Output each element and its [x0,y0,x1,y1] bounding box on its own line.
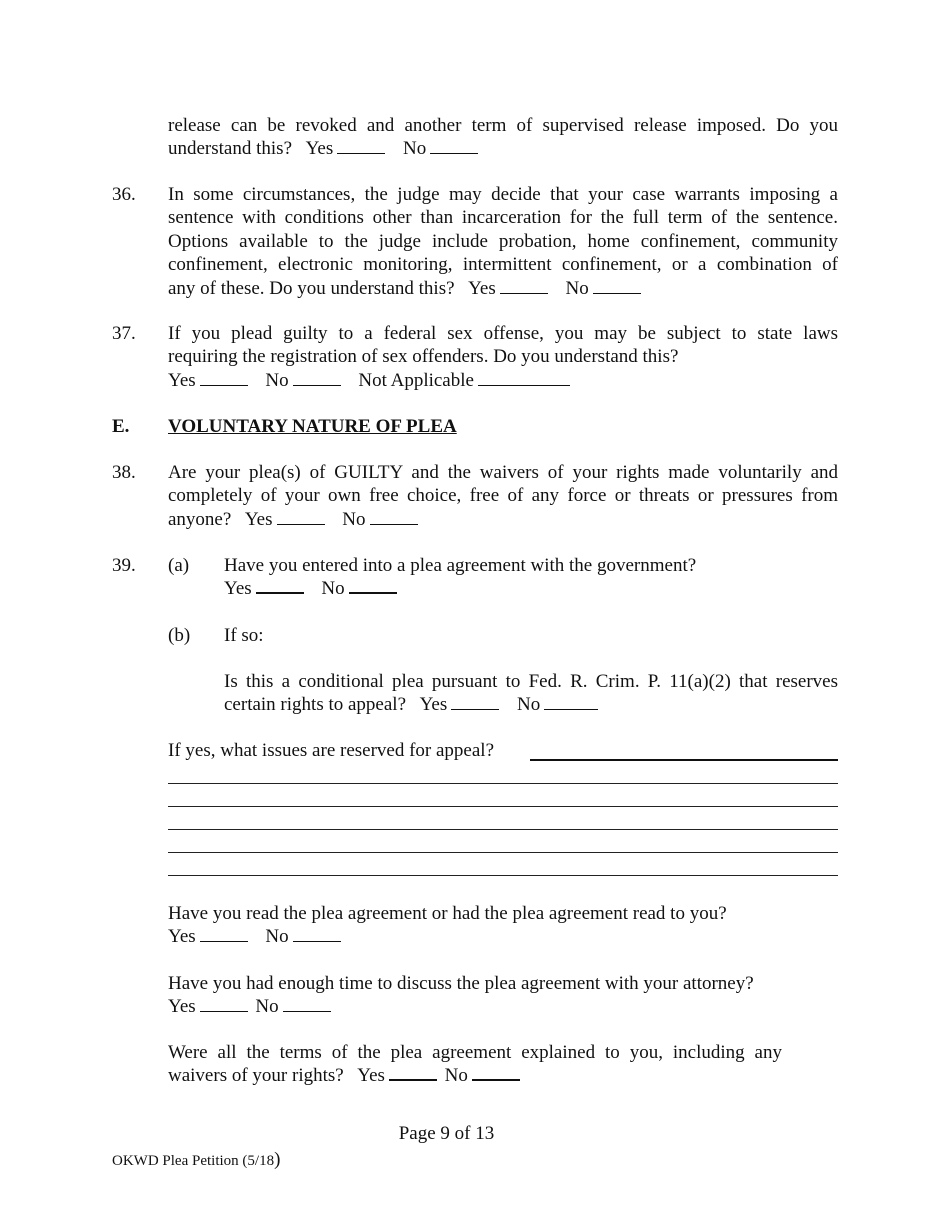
q39-read-agreement [168,902,838,949]
q37-yes-blank[interactable] [200,384,248,386]
q36-line-3: Options available to the judge include probation, home confinement, community [168,230,838,252]
question-38-number: 38. [112,462,136,483]
appeal-issues-line-1[interactable] [168,783,838,784]
q39-conditional-no-blank[interactable] [544,708,598,710]
q39-a-no-label: No [321,578,345,600]
q35-no-label: No [402,138,427,160]
q39-conditional-yes-blank[interactable] [451,708,499,710]
q39-read-question: Have you read the plea agreement or had the plea agreement read to you? [168,903,727,924]
q39-read-no-label: No [265,926,289,948]
q37-line-1: If you plead guilty to a federal sex offense, you may be subject to state laws [168,323,838,344]
form-identifier [112,1148,280,1173]
q36-line-1: In some circumstances, the judge may decide that your case warrants imposing a [168,184,838,205]
q37-no-blank[interactable] [293,384,341,386]
q39-conditional-no-label: No [516,694,541,716]
q39-time-discuss [168,972,838,1019]
q39-read-yes-blank[interactable] [200,940,248,942]
q39-terms-line-2: waivers of your rights? [168,1065,344,1087]
appeal-issues-line-5[interactable] [168,875,838,876]
q39-terms-no-blank[interactable] [472,1078,520,1081]
page-number: Page 9 of 13 [398,1123,495,1144]
q35-line-2: understand this? [168,138,293,160]
q39-a-label: (a) [168,555,190,576]
q39-read-yes-label: Yes [168,926,196,948]
question-36 [168,183,838,300]
q37-yes-label: Yes [168,369,196,391]
question-36-number: 36. [112,184,136,205]
appeal-issues-line-3[interactable] [168,829,838,830]
q39-terms-yes-blank[interactable] [389,1078,437,1081]
q39-a-yes-label: Yes [224,578,252,600]
q39-appeal-question: If yes, what issues are reserved for appeal? [168,740,495,761]
form-id-text: OKWD Plea Petition (5/18 [112,1153,275,1169]
q37-not-applicable-label: Not Applicable [358,369,474,391]
q36-yes-label: Yes [468,277,496,299]
question-38 [168,461,838,531]
q36-no-label: No [565,277,589,299]
q39-read-no-blank[interactable] [293,940,341,942]
q39-time-question: Have you had enough time to discuss the plea agreement with your attorney? [168,973,754,994]
q35-yes-label: Yes [305,138,334,160]
q35-line-1: release can be revoked and another term of supervised release imposed. Do you [168,115,838,136]
q39-time-yes-blank[interactable] [200,1010,248,1012]
q39-conditional-yes-label: Yes [419,694,448,716]
q39-time-yes-label: Yes [168,996,196,1018]
q39-terms-yes-label: Yes [357,1065,385,1087]
q35-no-blank[interactable] [430,152,478,154]
q39-a-no-blank[interactable] [349,591,397,594]
q37-not-applicable-blank[interactable] [478,384,570,386]
q38-no-blank[interactable] [370,523,418,525]
q39-time-no-label: No [255,996,279,1018]
q39-terms-line-1: Were all the terms of the plea agreement explained to you, including any [168,1042,782,1063]
q35-yes-blank[interactable] [337,152,385,154]
question-35-continuation [168,114,838,161]
q39-b-label: (b) [168,625,191,646]
q36-line-5: any of these. Do you understand this? [168,277,455,299]
section-e-title: VOLUNTARY NATURE OF PLEA [168,416,457,437]
appeal-issues-line-4[interactable] [168,852,838,853]
q39-conditional-plea [224,670,838,717]
q36-line-2: sentence with conditions other than incarceration for the full term of the sentence. [168,207,838,229]
q39-conditional-line-2: certain rights to appeal? [224,694,407,716]
q39-a-text: Have you entered into a plea agreement with the government? [224,555,697,576]
q38-yes-label: Yes [244,508,273,530]
q37-line-2: requiring the registration of sex offenders. Do you understand this? [168,346,679,368]
appeal-issues-line-2[interactable] [168,806,838,807]
section-e-code: E. [112,416,130,437]
q39-conditional-line-1: Is this a conditional plea pursuant to Fed. R. Crim. P. 11(a)(2) that reserves [224,671,838,692]
q38-line-1: Are your plea(s) of GUILTY and the waivers of your rights made voluntarily and [168,462,838,483]
q39-b-text: If so: [224,625,264,646]
q39-a [224,554,838,601]
q38-no-label: No [342,508,366,530]
q36-line-4: confinement, electronic monitoring, intermittent confinement, or a combination of [168,254,838,276]
q39-a-yes-blank[interactable] [256,591,304,594]
q36-yes-blank[interactable] [500,292,548,294]
q38-yes-blank[interactable] [277,523,325,525]
q39-time-no-blank[interactable] [283,1010,331,1012]
question-37-number: 37. [112,323,136,344]
q36-no-blank[interactable] [593,292,641,294]
question-39-number: 39. [112,555,136,576]
form-id-paren: ) [274,1149,281,1170]
q38-line-3: anyone? [168,508,232,530]
q39-terms-no-label: No [444,1065,468,1087]
appeal-issues-line-0[interactable] [530,759,838,761]
q37-no-label: No [265,369,289,391]
q38-line-2: completely of your own free choice, free of any force or threats or pressures from [168,485,838,507]
q39-terms-explained [168,1041,782,1088]
question-37 [168,322,838,392]
